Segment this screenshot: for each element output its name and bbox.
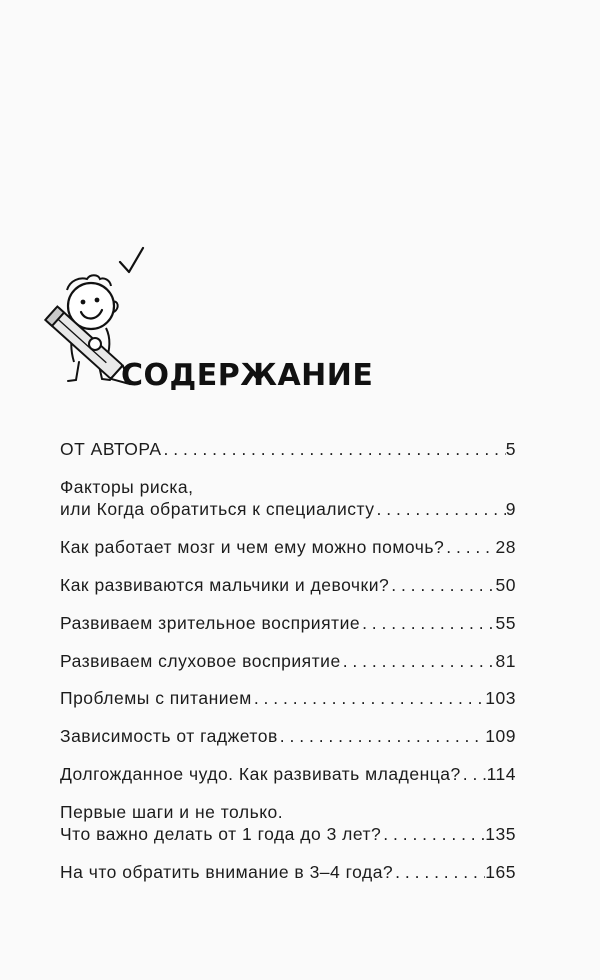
toc-dot-leader <box>389 574 495 597</box>
toc-entry-title: Зависимость от гаджетов <box>60 726 278 747</box>
toc-dot-leader <box>360 612 495 635</box>
toc-dot-leader <box>381 823 485 846</box>
toc-entry-row <box>60 612 516 635</box>
toc-entry-title: Как работает мозг и чем ему можно помочь? <box>60 537 445 558</box>
toc-page-number: 109 <box>485 726 516 747</box>
toc-entry[interactable] <box>60 438 516 461</box>
toc-dot-leader <box>444 536 495 559</box>
toc-entry-title: ОТ АВТОРА <box>60 439 162 459</box>
toc-entry[interactable] <box>60 801 516 846</box>
toc-page-number: 135 <box>485 824 516 845</box>
toc-entry-row <box>60 574 516 597</box>
toc-page-number: 5 <box>505 439 516 459</box>
toc-entry[interactable] <box>60 763 516 786</box>
toc-entry-row <box>60 536 516 559</box>
toc-entry-row <box>60 498 516 521</box>
toc-entry-row <box>60 763 516 786</box>
toc-entry[interactable] <box>60 650 516 673</box>
toc-page-number: 114 <box>486 763 516 784</box>
toc-page-number: 9 <box>505 499 516 520</box>
toc-dot-leader <box>162 438 506 461</box>
toc-title: СОДЕРЖАНИЕ <box>121 358 374 393</box>
toc-entry-row <box>60 861 516 884</box>
toc-entry-title: Что важно делать от 1 года до 3 лет? <box>60 824 382 845</box>
toc-entry-title-line1: Первые шаги и не только. <box>60 801 284 822</box>
toc-entry[interactable] <box>60 725 516 748</box>
toc-entry-row <box>60 823 516 846</box>
toc-dot-leader <box>341 650 496 673</box>
toc-list <box>60 438 516 899</box>
toc-entry-row <box>60 650 516 673</box>
toc-entry[interactable] <box>60 861 516 884</box>
toc-page-number: 103 <box>485 688 516 709</box>
toc-entry-title: Проблемы с питанием <box>60 688 252 709</box>
toc-page-number: 81 <box>495 650 516 671</box>
toc-dot-leader <box>278 725 486 748</box>
toc-entry-title: На что обратить внимание в 3–4 года? <box>60 862 394 882</box>
toc-entry[interactable] <box>60 574 516 597</box>
toc-entry-title: Развиваем слуховое восприятие <box>60 650 341 671</box>
toc-entry-title: или Когда обратиться к специалисту <box>60 499 375 520</box>
toc-entry-row <box>60 725 516 748</box>
toc-entry-title: Развиваем зрительное восприятие <box>60 612 361 633</box>
toc-entry[interactable] <box>60 687 516 710</box>
toc-dot-leader <box>252 687 485 710</box>
toc-page-number: 50 <box>495 574 516 595</box>
toc-dot-leader <box>393 861 485 884</box>
toc-entry-title: Как развиваются мальчики и девочки? <box>60 574 390 595</box>
toc-page-number: 55 <box>495 612 516 633</box>
toc-dot-leader <box>461 763 487 786</box>
toc-entry-row <box>60 438 516 461</box>
toc-entry[interactable] <box>60 536 516 559</box>
toc-entry-title-line1: Факторы риска, <box>60 476 194 497</box>
toc-entry-title: Долгожданное чудо. Как развивать младенца? <box>60 763 461 784</box>
toc-entry-row <box>60 687 516 710</box>
toc-page-number: 165 <box>485 862 516 882</box>
toc-dot-leader <box>375 498 506 521</box>
toc-page-number: 28 <box>495 537 516 558</box>
toc-entry[interactable] <box>60 476 516 521</box>
toc-entry[interactable] <box>60 612 516 635</box>
